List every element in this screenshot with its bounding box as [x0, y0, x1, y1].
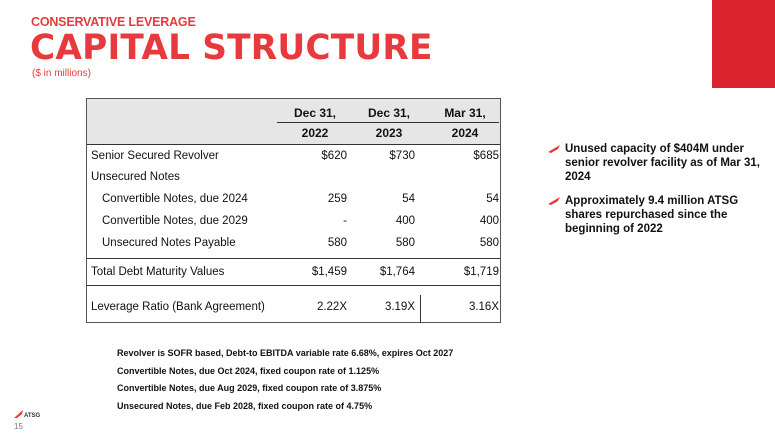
- cell-conv2029-2023: 400: [395, 215, 415, 227]
- page-title: CAPITAL STRUCTURE: [30, 28, 433, 68]
- column-header-mar-2024-line2: 2024: [451, 126, 479, 140]
- row-label-senior-secured-revolver: Senior Secured Revolver: [91, 150, 219, 162]
- cell-conv2029-2022: -: [343, 215, 347, 227]
- column-header-dec-2023-line2: 2023: [375, 126, 403, 140]
- cell-leverage-2024: 3.16X: [468, 301, 499, 313]
- red-swoosh-icon: [548, 145, 560, 153]
- row-label-convertible-2024: Convertible Notes, due 2024: [102, 193, 248, 205]
- footnote-item: Revolver is SOFR based, Debt-to EBITDA variable rate 6.68%, expires Oct 2027: [117, 348, 454, 358]
- footnote-item: Convertible Notes, due Aug 2029, fixed coupon rate of 3.875%: [117, 383, 382, 393]
- cell-total-2022: $1,459: [311, 266, 347, 278]
- column-header-dec-2022-line1: Dec 31,: [293, 106, 337, 120]
- cell-leverage-2023: 3.19X: [384, 301, 415, 313]
- cell-conv2024-2024: 54: [486, 193, 499, 205]
- leverage-cell-divider: [420, 295, 421, 323]
- footnote-item: Convertible Notes, due Oct 2024, fixed coupon rate of 1.125%: [117, 365, 380, 376]
- cell-notes-payable-2023: 580: [395, 237, 415, 249]
- cell-notes-payable-2022: 580: [327, 237, 347, 249]
- section-kicker: CONSERVATIVE LEVERAGE: [31, 15, 196, 29]
- cell-revolver-2024: $685: [473, 150, 499, 162]
- key-point-text: Approximately 9.4 million ATSG shares repurchased since the beginning of 2022: [565, 195, 739, 235]
- row-label-total-debt: Total Debt Maturity Values: [91, 266, 225, 278]
- cell-total-2024: $1,719: [463, 266, 499, 278]
- corner-accent-block: [712, 0, 775, 88]
- key-points-list: [548, 142, 763, 246]
- column-header-dec-2022-line2: 2022: [301, 126, 329, 140]
- footnote-item: Unsecured Notes, due Feb 2028, fixed coupon rate of 4.75%: [117, 400, 373, 411]
- cell-revolver-2023: $730: [389, 150, 415, 162]
- header-bottom-rule: [87, 144, 500, 145]
- header-divider: [277, 122, 499, 123]
- logo-text: ATSG: [24, 413, 40, 419]
- page-number: 15: [14, 422, 23, 431]
- cell-conv2029-2024: 400: [479, 215, 499, 227]
- page-subtitle: ($ in millions): [32, 68, 91, 79]
- column-header-dec-2023-line1: Dec 31,: [367, 106, 411, 120]
- cell-conv2024-2022: 259: [327, 193, 347, 205]
- cell-conv2024-2023: 54: [402, 193, 415, 205]
- atsg-logo: [14, 409, 40, 419]
- cell-leverage-2022: 2.22X: [316, 301, 347, 313]
- total-top-rule: [87, 258, 500, 259]
- row-label-unsecured-notes-payable: Unsecured Notes Payable: [102, 237, 236, 249]
- footnotes: [117, 348, 453, 418]
- cell-notes-payable-2024: 580: [479, 237, 499, 249]
- row-label-convertible-2029: Convertible Notes, due 2029: [102, 215, 248, 227]
- red-swoosh-icon: [548, 197, 560, 205]
- cell-total-2023: $1,764: [379, 266, 415, 278]
- key-point-text: Unused capacity of $404M under senior revolver facility as of Mar 31, 2024: [565, 143, 760, 183]
- cell-revolver-2022: $620: [321, 150, 347, 162]
- key-point-item: [548, 142, 763, 184]
- row-label-unsecured-notes: Unsecured Notes: [91, 171, 180, 183]
- key-point-item: [548, 194, 763, 236]
- column-header-mar-2024-line1: Mar 31,: [444, 106, 486, 120]
- capital-structure-table: [86, 98, 501, 323]
- row-label-leverage-ratio: Leverage Ratio (Bank Agreement): [91, 301, 265, 313]
- total-bottom-rule: [87, 285, 500, 286]
